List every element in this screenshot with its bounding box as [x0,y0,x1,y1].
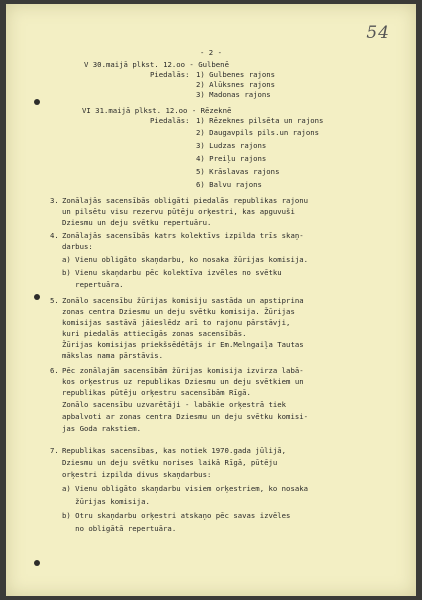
point-line: Zonālo sacensību žūrijas komisiju sastāda un apstiprina [62,296,304,305]
schedule-v-line: V 30.maijā plkst. 12.oo - Gulbenē [84,60,229,69]
schedule-vi-label: Piedalās: [150,116,190,125]
schedule-v-label: Piedalās: [150,70,190,79]
point-line: repertuāra. [62,280,124,289]
schedule-vi-item: 4) Preiļu rajons [196,154,267,163]
point-line: Pēc zonālajām sacensībām žūrijas komisija izvirza labā- [62,366,304,375]
point-line: orķestri izpilda divus skaņdarbus: [62,470,212,479]
point-line: Zonālajās sacensībās obligāti piedalās republikas rajonu [62,196,309,205]
point-line: a) Vienu obligāto skaņdarbu visiem orķestriem, ko nosaka [62,484,309,493]
binder-hole [34,560,40,566]
point-line: zonas centra Dziesmu un deju svētku komisija. Žūrijas [62,307,295,316]
point-line: Dziesmu un deju svētku repertuāru. [62,218,212,227]
point-line: Zonālo sacensību uzvarētāji - labākie orķestrā tiek [62,400,287,409]
schedule-v-item: 3) Madonas rajons [196,90,271,99]
point-line: no obligātā repertuāra. [62,524,177,533]
point-line: darbus: [62,242,93,251]
point-number: 3. [50,196,59,205]
schedule-vi-item: 1) Rēzeknes pilsēta un rajons [196,116,324,125]
point-line: kuri piedalās attiecīgās zonas sacensībās. [62,329,247,338]
point-number: 7. [50,446,59,455]
point-number: 4. [50,231,59,240]
point-line: kos orķestrus uz republikas Dziesmu un deju svētkiem un [62,377,304,386]
point-line: Žūrijas komisijas priekšsēdētājs ir Em.Melngaiļa Tautas [62,340,304,349]
document-page [6,4,416,596]
point-line: b) Vienu skaņdarbu pēc kolektīva izvēles no svētku [62,268,282,277]
binder-hole [34,294,40,300]
point-line: Dziesmu un deju svētku norises laikā Rīgā, pūtēju [62,458,278,467]
page-header: - 2 - [200,48,222,57]
point-line: un pilsētu visu rezervu pūtēju orķestri, kas apguvuši [62,207,295,216]
schedule-vi-item: 2) Daugavpils pils.un rajons [196,128,320,137]
schedule-vi-item: 5) Krāslavas rajons [196,167,280,176]
point-line: komisijas sastāvā jāieslēdz arī to rajonu pārstāvji, [62,318,291,327]
schedule-vi-line: VI 31.maijā plkst. 12.oo - Rēzeknē [82,106,232,115]
schedule-v-item: 2) Alūksnes rajons [196,80,276,89]
point-line: mākslas nama pārstāvis. [62,351,164,360]
point-line: Zonālajās sacensībās katrs kolektīvs izpilda trīs skaņ- [62,231,304,240]
point-number: 6. [50,366,59,375]
point-number: 5. [50,296,59,305]
schedule-vi-item: 3) Ludzas rajons [196,141,267,150]
point-line: a) Vienu obligāto skaņdarbu, ko nosaka žūrijas komisija. [62,255,309,264]
point-line: žūrijas komisija. [62,497,150,506]
point-line: jas Goda rakstiem. [62,424,142,433]
point-line: republikas pūtēju orķestru sacensībām Rīgā. [62,388,251,397]
point-line: b) Otru skaņdarbu orķestri atskaņo pēc savas izvēles [62,511,291,520]
schedule-vi-item: 6) Balvu rajons [196,180,262,189]
point-line: apbalvoti ar zonas centra Dziesmu un deju svētku komisi- [62,412,309,421]
binder-hole [34,99,40,105]
handwritten-page-number: 54 [366,23,390,43]
point-line: Republikas sacensības, kas notiek 1970.gada jūlijā, [62,446,287,455]
schedule-v-item: 1) Gulbenes rajons [196,70,276,79]
